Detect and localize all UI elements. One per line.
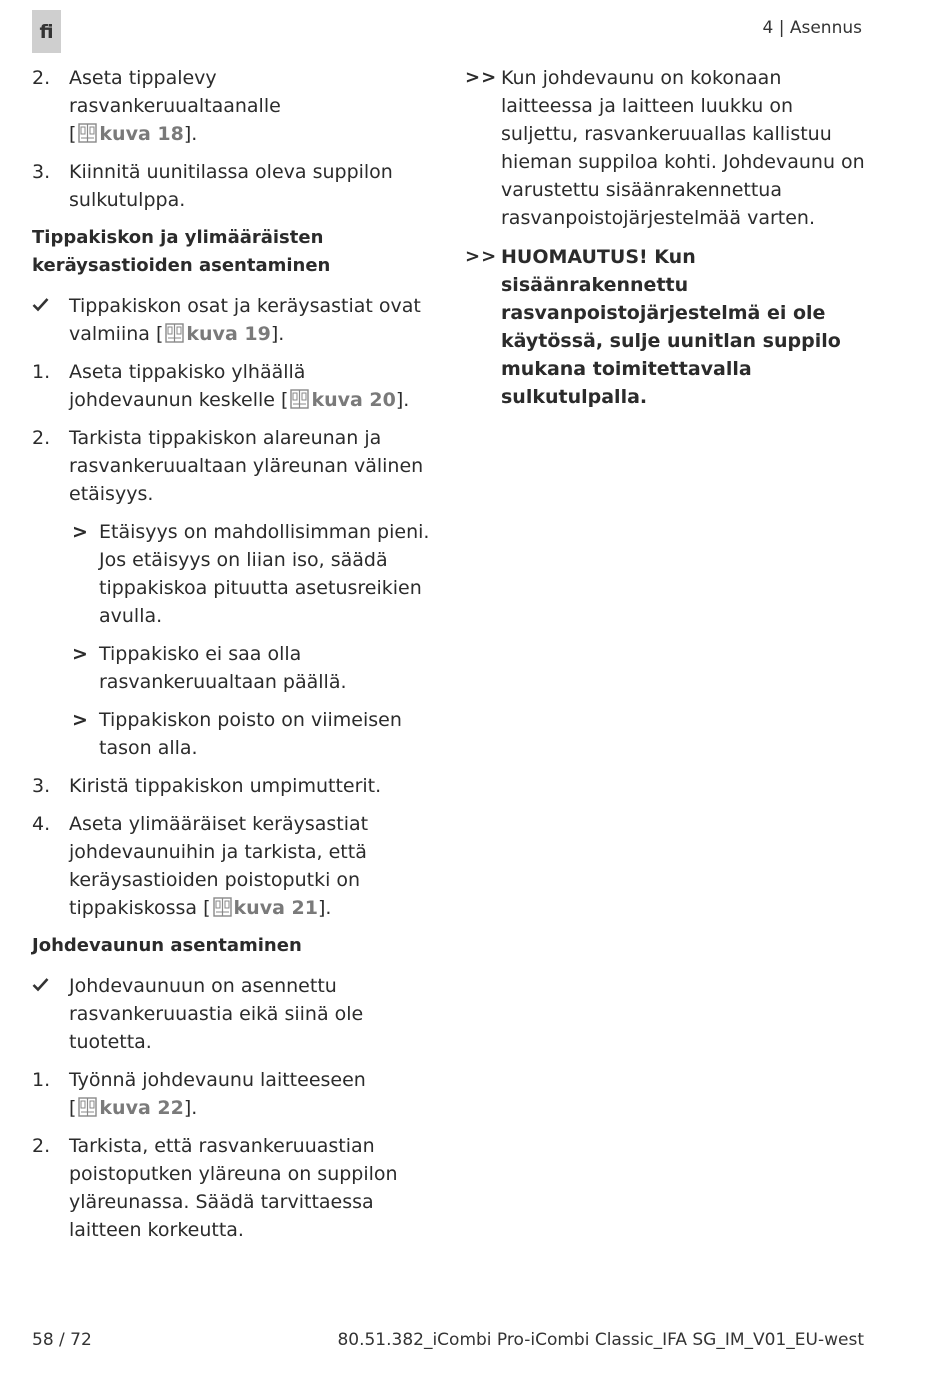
figure-reference-icon xyxy=(290,389,309,409)
language-tab: fi xyxy=(32,10,61,53)
ref-open: [ xyxy=(69,1097,77,1119)
step-item xyxy=(32,810,432,922)
step-number: 2. xyxy=(32,427,51,449)
section-heading: Tippakiskon ja ylimääräisten keräysastioiden asentaminen xyxy=(32,227,331,276)
result-marker: > xyxy=(72,709,88,731)
precondition-body: Tippakiskon osat ja keräysastiat ovat valmiina xyxy=(69,295,421,345)
figure-link[interactable] xyxy=(69,1097,197,1119)
result-marker: >> xyxy=(465,67,498,88)
precondition-item xyxy=(32,972,432,1056)
precondition-item xyxy=(32,292,432,348)
document-id: 80.51.382_iCombi Pro-iCombi Classic_IFA SG_IM_V01_EU-west xyxy=(337,1330,864,1350)
figure-link[interactable] xyxy=(281,389,409,411)
section-heading: Johdevaunun asentaminen xyxy=(32,935,302,956)
checkmark-icon xyxy=(32,976,49,993)
step-text-body: Aseta tippalevy rasvankeruualtaanalle xyxy=(69,67,281,117)
step-item xyxy=(32,64,432,148)
page-number: 58 / 72 xyxy=(32,1330,92,1350)
step-item xyxy=(32,1132,432,1244)
ref-open: [ xyxy=(69,123,77,145)
section-header: 4 | Asennus xyxy=(762,18,862,38)
step-text-body: Aseta tippakisko ylhäällä johdevaunun keskelle xyxy=(69,361,306,411)
precondition-text xyxy=(69,292,432,348)
step-number: 2. xyxy=(32,67,51,89)
result-text: Tippakiskon poisto on viimeisen tason alla. xyxy=(99,709,402,759)
figure-link[interactable] xyxy=(69,123,197,145)
figure-link[interactable] xyxy=(203,897,331,919)
figure-reference-icon xyxy=(78,1097,97,1117)
ref-close: ]. xyxy=(270,323,285,345)
result-marker: > xyxy=(72,521,88,543)
ref-close: ]. xyxy=(395,389,410,411)
ref-close: ]. xyxy=(183,123,198,145)
figure-reference-icon xyxy=(78,123,97,143)
figure-ref-label: kuva 20 xyxy=(311,389,396,411)
result-marker: > xyxy=(72,643,88,665)
result-item xyxy=(32,640,432,696)
result-text: Kun johdevaunu on kokonaan laitteessa ja laitteen luukku on suljettu, rasvankeruuallas kallistuu hieman suppiloa kohti. Johdevaunu on varustettu sisäänrakennettua rasvanpoistojärjestelmää varten. xyxy=(501,67,865,229)
step-text: Kiristä tippakiskon umpimutterit. xyxy=(69,775,382,797)
ref-close: ]. xyxy=(183,1097,198,1119)
result-text: Tippakisko ei saa olla rasvankeruualtaan päällä. xyxy=(99,643,347,693)
figure-ref-label: kuva 22 xyxy=(99,1097,184,1119)
step-text-body: Työnnä johdevaunu laitteeseen xyxy=(69,1069,366,1091)
step-text xyxy=(69,810,432,922)
result-text: Etäisyys on mahdollisimman pieni. Jos etäisyys on liian iso, säädä tippakiskoa pituutta asetusreikien avulla. xyxy=(99,521,430,627)
step-text: Tarkista, että rasvankeruuastian poistoputken yläreuna on suppilon yläreunassa. Säädä tarvittaessa laitteen korkeutta. xyxy=(69,1135,398,1241)
figure-reference-icon xyxy=(165,323,184,343)
figure-link[interactable] xyxy=(156,323,284,345)
figure-ref-label: kuva 18 xyxy=(99,123,184,145)
ref-close: ]. xyxy=(317,897,332,919)
result-item xyxy=(32,706,432,762)
result-item xyxy=(32,518,432,630)
step-text-body: Aseta ylimääräiset keräysastiat johdevaunuihin ja tarkista, että keräysastioiden poistoputki on tippakiskossa xyxy=(69,813,369,919)
step-text: Tarkista tippakiskon alareunan ja rasvankeruualtaan yläreunan välinen etäisyys. xyxy=(69,427,424,505)
left-column xyxy=(32,64,432,1254)
step-number: 4. xyxy=(32,813,51,835)
figure-ref-label: kuva 19 xyxy=(186,323,271,345)
notice-text: HUOMAUTUS! Kun sisäänrakennettu rasvanpoistojärjestelmä ei ole käytössä, sulje uunitlan suppilo mukana toimitettavalla sulkutulpalla. xyxy=(501,246,841,408)
step-number: 2. xyxy=(32,1135,51,1157)
step-item xyxy=(32,772,432,800)
notice-item xyxy=(465,243,865,411)
ref-open: [ xyxy=(203,897,211,919)
right-column xyxy=(465,64,865,422)
figure-ref-label: kuva 21 xyxy=(233,897,318,919)
step-item xyxy=(32,424,432,508)
ref-open: [ xyxy=(281,389,289,411)
step-number: 1. xyxy=(32,361,51,383)
step-item xyxy=(32,358,432,414)
result-marker: >> xyxy=(465,246,498,267)
step-number: 1. xyxy=(32,1069,51,1091)
result-item xyxy=(465,64,865,232)
step-number: 3. xyxy=(32,161,51,183)
step-item xyxy=(32,1066,432,1122)
checkmark-icon xyxy=(32,296,49,313)
step-text xyxy=(69,1066,432,1122)
figure-reference-icon xyxy=(213,897,232,917)
step-text xyxy=(69,64,432,148)
check-mark xyxy=(32,292,66,320)
check-mark xyxy=(32,972,66,1000)
step-text xyxy=(69,358,432,414)
step-number: 3. xyxy=(32,775,51,797)
step-item xyxy=(32,158,432,214)
step-text: Kiinnitä uunitilassa oleva suppilon sulkutulppa. xyxy=(69,161,393,211)
ref-open: [ xyxy=(155,323,164,345)
precondition-text: Johdevaunuun on asennettu rasvankeruuastia eikä siinä ole tuotetta. xyxy=(69,975,364,1053)
